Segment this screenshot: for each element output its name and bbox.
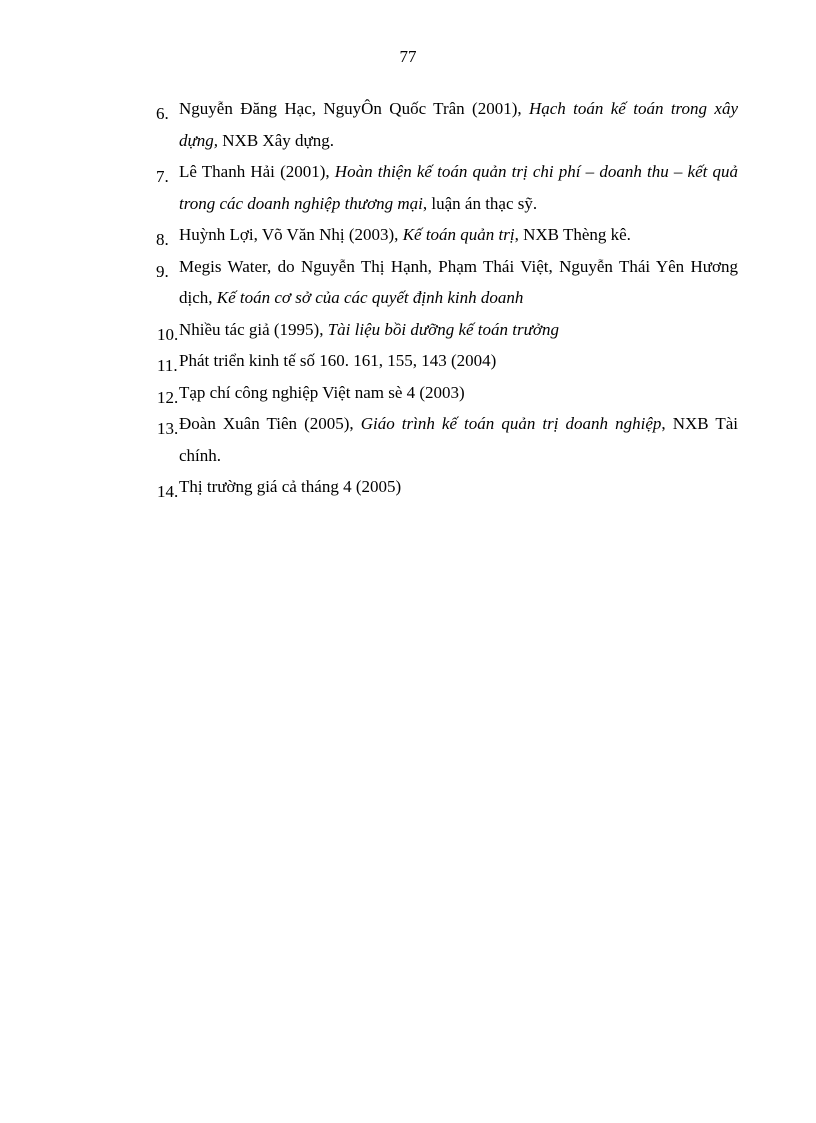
reference-publisher: , NXB Tài chính. (179, 414, 738, 465)
reference-number: 6. (156, 104, 169, 123)
reference-number: 7. (156, 167, 169, 186)
reference-title: Kế toán cơ sở của các quyết định kinh doanh (216, 288, 524, 307)
reference-authors: Huỳnh Lợi, Võ Văn Nhị (2003), (179, 225, 403, 244)
reference-title: Kế toán quản trị (402, 225, 515, 244)
reference-item (150, 345, 738, 377)
page-number: 77 (399, 47, 417, 66)
reference-number: 11. (157, 356, 178, 375)
reference-item (150, 156, 738, 219)
reference-authors: Megis Water, do Nguyễn Thị Hạnh, Phạm Thái Việt, Nguyễn Thái Yên Hương dịch, (179, 256, 738, 307)
reference-list (150, 93, 738, 503)
reference-number: 13. (157, 419, 179, 438)
reference-item (150, 408, 738, 471)
reference-title: Thị trường giá cả tháng 4 (2005) (179, 477, 402, 496)
reference-text (179, 320, 559, 339)
reference-publisher: , luận án thạc sỹ. (422, 193, 538, 213)
reference-text (179, 477, 401, 496)
reference-text (179, 162, 738, 213)
reference-number: 10. (157, 324, 179, 344)
reference-text (179, 99, 738, 150)
reference-publisher: NXB Xây dựng. (218, 130, 334, 150)
reference-authors: Đoàn Xuân Tiên (2005), (179, 414, 361, 433)
reference-number: 14. (157, 482, 179, 501)
reference-number: 12. (157, 387, 179, 407)
reference-number: 8. (156, 230, 169, 249)
reference-text (179, 383, 465, 402)
reference-text (179, 414, 738, 465)
reference-text (179, 351, 496, 370)
reference-authors: Nhiều tác giả (1995), (179, 319, 328, 339)
reference-item (150, 219, 738, 251)
reference-title: Hạch toán kế toán trong xây dựng, (179, 99, 738, 150)
reference-authors: Lê Thanh Hải (2001), (179, 162, 335, 181)
reference-item (150, 93, 738, 156)
reference-title: Tạp chí công nghiệp Việt nam sè 4 (2003) (179, 382, 465, 402)
reference-item (150, 314, 738, 346)
reference-text (179, 225, 631, 244)
reference-title: Hoàn thiện kế toán quản trị chi phí – doanh thu – kết quả trong các doanh nghiệp thương mại (179, 162, 738, 213)
reference-item (150, 251, 738, 314)
reference-authors: Nguyễn Đăng Hạc, NguyÔn Quốc Trân (2001), (179, 99, 529, 118)
reference-number: 9. (156, 261, 169, 281)
reference-title: Phát triển kinh tế số 160. 161, 155, 143 (2004) (179, 351, 497, 370)
reference-item (150, 377, 738, 409)
reference-title: Giáo trình kế toán quản trị doanh nghiệp (360, 414, 662, 433)
reference-publisher: , NXB Thèng kê. (514, 225, 631, 244)
reference-text (179, 257, 738, 308)
reference-title: Tài liệu bồi dưỡng kế toán trưởng (327, 319, 559, 339)
reference-item (150, 471, 738, 503)
